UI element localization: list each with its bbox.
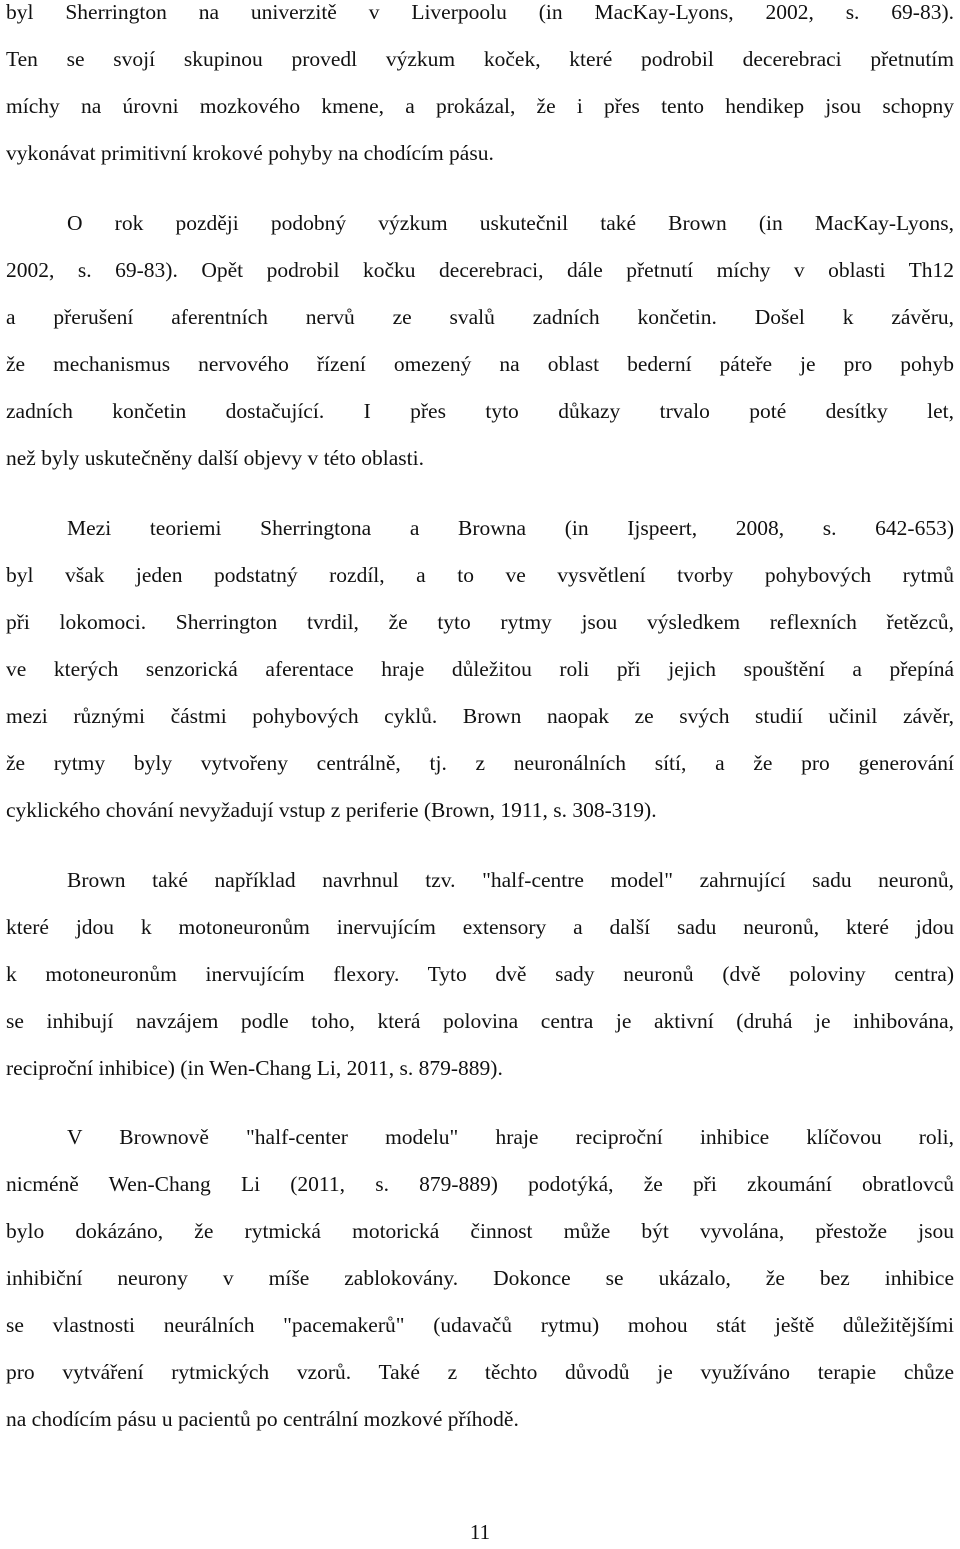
paragraph-2: [6, 200, 954, 482]
text-line: nicméně Wen-Chang Li (2011, s. 879-889) podotýká, že při zkoumání obratlovců: [6, 1172, 954, 1196]
text-line: 2002, s. 69-83). Opět podrobil kočku decerebraci, dále přetnutí míchy v oblasti Th12: [6, 258, 954, 282]
text-line: Brown také například navrhnul tzv. "half-centre model" zahrnující sadu neuronů,: [67, 868, 954, 892]
text-line: a přerušení aferentních nervů ze svalů zadních končetin. Došel k závěru,: [6, 305, 954, 329]
text-line: reciproční inhibice) (in Wen-Chang Li, 2011, s. 879-889).: [6, 1056, 503, 1080]
paragraph-5: [6, 1114, 954, 1443]
text-line: se vlastnosti neurálních "pacemakerů" (udavačů rytmu) mohou stát ještě důležitějšími: [6, 1313, 954, 1337]
paragraph-4: [6, 857, 954, 1092]
text-line: inhibiční neurony v míše zablokovány. Dokonce se ukázalo, že bez inhibice: [6, 1266, 954, 1290]
text-line: cyklického chování nevyžadují vstup z periferie (Brown, 1911, s. 308-319).: [6, 798, 657, 822]
text-line: než byly uskutečněny další objevy v této oblasti.: [6, 446, 424, 470]
text-line: že rytmy byly vytvořeny centrálně, tj. z neuronálních sítí, a že pro generování: [6, 751, 954, 775]
text-line: pro vytváření rytmických vzorů. Také z těchto důvodů je využíváno terapie chůze: [6, 1360, 954, 1384]
paragraph-1: [6, 0, 954, 177]
text-line: se inhibují navzájem podle toho, která polovina centra je aktivní (druhá je inhibována,: [6, 1009, 954, 1033]
text-line: mezi různými částmi pohybových cyklů. Brown naopak ze svých studií učinil závěr,: [6, 704, 954, 728]
paragraph-3: [6, 505, 954, 834]
text-line: byl však jeden podstatný rozdíl, a to ve vysvětlení tvorby pohybových rytmů: [6, 563, 954, 587]
text-line: Ten se svojí skupinou provedl výzkum koček, které podrobil decerebraci přetnutím: [6, 47, 954, 71]
text-line: V Brownově "half-center modelu" hraje reciproční inhibice klíčovou roli,: [67, 1125, 954, 1149]
text-line: na chodícím pásu u pacientů po centrální mozkové příhodě.: [6, 1407, 519, 1431]
text-line: při lokomoci. Sherrington tvrdil, že tyto rytmy jsou výsledkem reflexních řetězců,: [6, 610, 954, 634]
text-line: Mezi teoriemi Sherringtona a Browna (in Ijspeert, 2008, s. 642-653): [67, 516, 954, 540]
page-number: 11: [469, 1520, 491, 1544]
text-line: byl Sherrington na univerzitě v Liverpoolu (in MacKay-Lyons, 2002, s. 69-83).: [6, 0, 954, 24]
text-line: které jdou k motoneuronům inervujícím extensory a další sadu neuronů, které jdou: [6, 915, 954, 939]
text-line: O rok později podobný výzkum uskutečnil také Brown (in MacKay-Lyons,: [67, 211, 954, 235]
text-line: bylo dokázáno, že rytmická motorická činnost může být vyvolána, přestože jsou: [6, 1219, 954, 1243]
text-line: vykonávat primitivní krokové pohyby na chodícím pásu.: [6, 141, 494, 165]
text-line: k motoneuronům inervujícím flexory. Tyto dvě sady neuronů (dvě poloviny centra): [6, 962, 954, 986]
text-line: míchy na úrovni mozkového kmene, a prokázal, že i přes tento hendikep jsou schopny: [6, 94, 954, 118]
text-line: ve kterých senzorická aferentace hraje důležitou roli při jejich spouštění a přepíná: [6, 657, 954, 681]
text-line: že mechanismus nervového řízení omezený na oblast bederní páteře je pro pohyb: [6, 352, 954, 376]
text-line: zadních končetin dostačující. I přes tyto důkazy trvalo poté desítky let,: [6, 399, 954, 423]
